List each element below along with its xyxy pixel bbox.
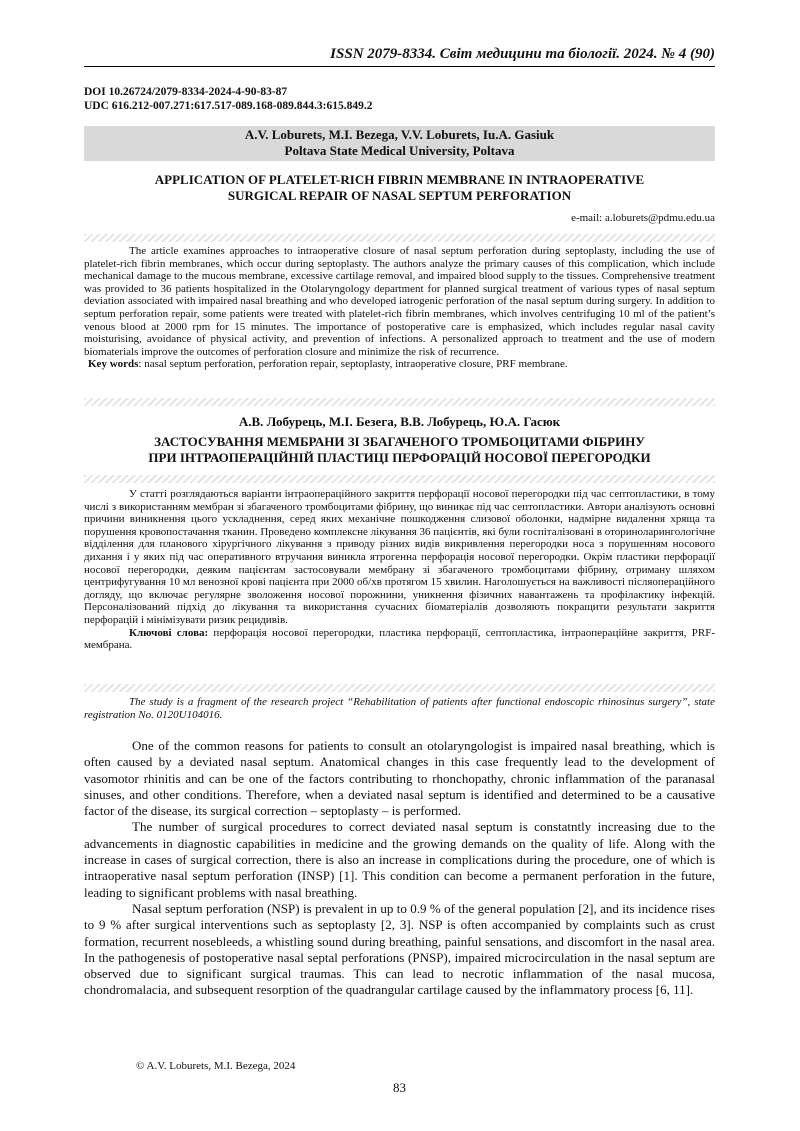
body-paragraph: Nasal septum perforation (NSP) is prevalent in up to 0.9 % of the general population [2], and its incidence rises to 9 % after surgical interventions such as septoplasty [2, 3]. NSP is often accompanied by complaints such as crust formation, recurrent nosebleeds, a whistling sound during breathing, painful sensations, and discomfort in the nasal area. In the pathogenesis of postoperative nasal septal perforations (PNSP), impaired microcirculation in the nasal septum are observed due to significant surgical traumas. This can lead to necrotic inflammation of the nasal mucosa, chondromalacia, and subsequent resorption of the quadrangular cartilage caused by the inflammatory process [6, 11].: [84, 900, 715, 998]
research-note: The study is a fragment of the research project “Rehabilitation of patients after functional endoscopic rhinosinus surgery”, state registration No. 0120U104016.: [84, 696, 715, 721]
keywords: [88, 358, 715, 371]
separator: [84, 684, 715, 692]
keywords-text: : nasal septum perforation, perforation repair, septoplasty, intraoperative closure, PRF membrane.: [138, 358, 568, 371]
authors: A.V. Loburets, M.I. Bezega, V.V. Loburets, Iu.A. Gasiuk: [244, 127, 555, 142]
ua-keywords: [84, 627, 715, 652]
body-paragraph: One of the common reasons for patients to consult an otolaryngologist is impaired nasal breathing, which is often caused by a deviated nasal septum. Anatomical changes in this case frequently lead to the development of vasomotor rhinitis and can be one of the factors contributing to rhonchopathy, chronic inflammation of the paranasal sinuses, and other conditions. Therefore, when a deviated nasal septum is identified and determined to be a causative factor of the disease, its surgical correction – septoplasty – is performed.: [84, 738, 715, 819]
title-line-1: APPLICATION OF PLATELET-RICH FIBRIN MEMBRANE IN INTRAOPERATIVE: [154, 172, 645, 187]
author-block: [84, 126, 715, 161]
body-paragraph: The number of surgical procedures to correct deviated nasal septum is constatntly increasing due to the advancements in diagnostic capabilities in medicine and the growing demands on the quality of life. Along with the increase in cases of surgical correction, there is also an increase in complications during the procedure, one of which is intraoperative nasal septum perforation (INSP) [1]. This condition can become a permanent perforation in the future, leading to significant problems with nasal breathing.: [84, 819, 715, 900]
ua-keywords-label: Ключові слова:: [129, 626, 209, 639]
article-title: [84, 172, 715, 204]
separator: [84, 398, 715, 406]
separator: [84, 475, 715, 483]
abstract-ua: [84, 488, 715, 652]
ua-keywords-text: перфорація носової перегородки, пластика перфорації, септопластика, інтраопераційне закриття, PRF-мембрана.: [84, 626, 715, 652]
keywords-label: Key words: [88, 358, 139, 371]
title-line-2: SURGICAL REPAIR OF NASAL SEPTUM PERFORATION: [227, 188, 572, 203]
contact-email: e-mail: a.loburets@pdmu.edu.ua: [571, 212, 715, 224]
abstract-text: The article examines approaches to intraoperative closure of nasal septum perforation during septoplasty, including the use of platelet-rich fibrin membranes, which occur during septoplasty. The authors analyze the primary causes of this complication, which include mechanical damage to the mucous membrane, excessive cartilage removal, and impaired blood supply to the tissues. Comprehensive treatment was provided to 36 patients hospitalized in the Otolaryngology department for planned surgical treatment of various types of nasal septum deviation associated with impaired nasal breathing and who developed iatrogenic perforation of the nasal septum during surgery. In addition to septum perforation repair, some patients were treated with platelet-rich fibrin membranes, which involves centrifuging 10 ml of the patient’s venous blood at 2000 rpm for 15 minutes. The importance of postoperative care is emphasized, which includes regular nasal cavity moisturising, avoidance of physical activity, and prevention of infections. A personalized approach to treatment and the use of modern biomaterials improve the outcomes of perforation closure and minimize the risk of recurrence.: [84, 245, 715, 358]
doi: DOI 10.26724/2079-8334-2024-4-90-83-87: [84, 86, 288, 98]
ua-authors: А.В. Лобурець, М.І. Безега, В.В. Лобурець, Ю.А. Гасюк: [238, 414, 561, 429]
affiliation: Poltava State Medical University, Poltava: [284, 143, 515, 158]
separator: [84, 234, 715, 242]
identifiers: [84, 85, 372, 113]
abstract-en: [84, 245, 715, 371]
ua-title-line-1: ЗАСТОСУВАННЯ МЕМБРАНИ ЗІ ЗБАГАЧЕНОГО ТРОМБОЦИТАМИ ФІБРИНУ: [154, 434, 645, 449]
journal-header: ISSN 2079-8334. Світ медицини та біології. 2024. № 4 (90): [84, 46, 715, 67]
udc: UDC 616.212-007.271:617.517-089.168-089.844.3:615.849.2: [84, 100, 373, 112]
ua-abstract-text: У статті розглядаються варіанти інтраопераційного закриття перфорації носової перегородки під час септопластики, в тому числі з використанням мембран зі збагаченого тромбоцитами фібрину, що виникає під час септопластики. Автори аналізують основні причини виникнення цього ускладнення, серед яких механічне пошкодження слизової оболонки, надмірне видалення хряща та порушення кровопостачання тканин. Проведено комплексне лікування 36 пацієнтів, які були госпіталізовані в оториноларингологічне відділення для планового хірургічного лікування з приводу різних видів викривлення перегородки носа з порушенням носового дихання і у яких під час оперативного втручання виникла ятрогенна перфорація носової перегородки. Окрім пластики перфорації носової перегородки, деяким пацієнтам застосовували мембрану зі збагаченого тромбоцитами фібрину, отриману шляхом центрифугування 10 мл венозної крові пацієнта при 2000 об/хв протягом 15 хвилин. Наголошується на важливості післяопераційного догляду, що включає регулярне зволоження носової порожнини, уникнення фізичних навантажень та профілактику інфекцій. Персоналізований підхід до лікування та використання сучасних біоматеріалів дозволяють покращити результати закриття перфорацій і мінімізувати ризик рецидивів.: [84, 488, 715, 626]
copyright: © A.V. Loburets, M.I. Bezega, 2024: [136, 1060, 296, 1072]
body-text: [84, 738, 715, 999]
ua-title: [84, 434, 715, 466]
ua-title-line-2: ПРИ ІНТРАОПЕРАЦІЙНІЙ ПЛАСТИЦІ ПЕРФОРАЦІЙ НОСОВОЇ ПЕРЕГОРОДКИ: [148, 450, 651, 465]
page-number: 83: [393, 1080, 406, 1095]
